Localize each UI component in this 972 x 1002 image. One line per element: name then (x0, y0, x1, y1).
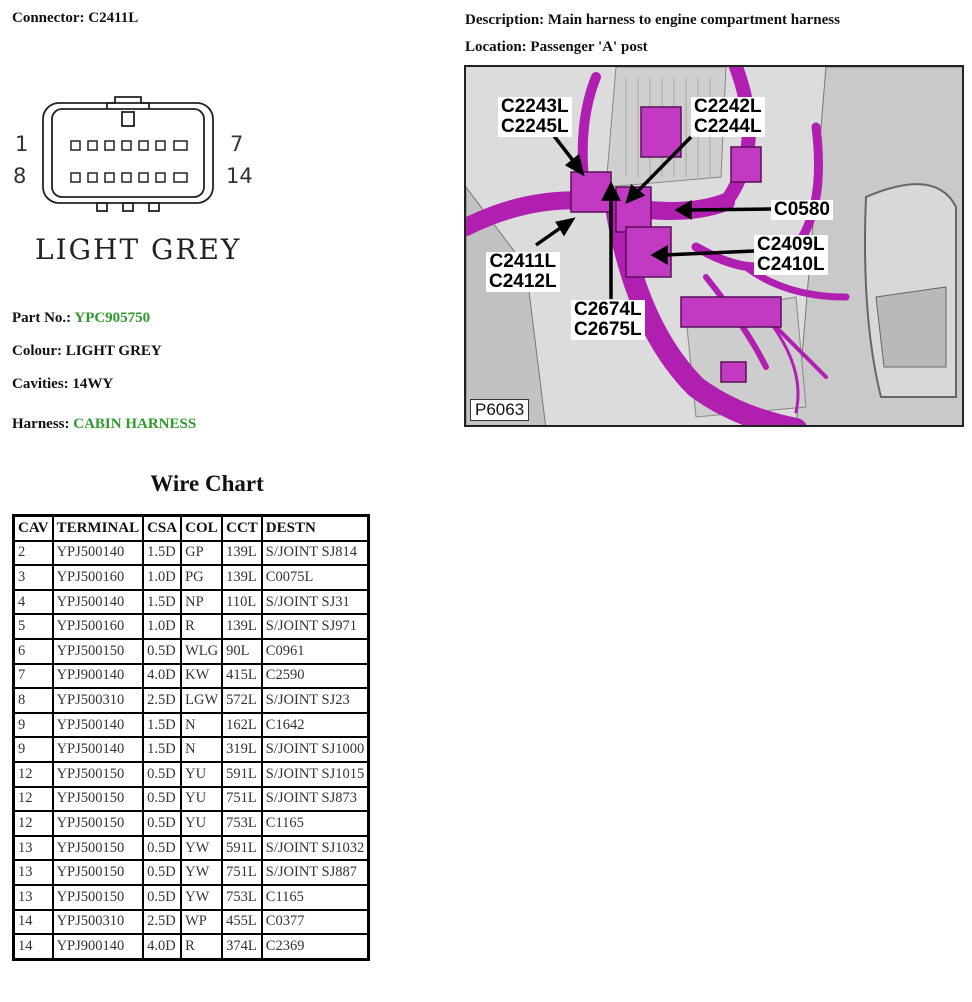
cell-cav: 13 (14, 836, 53, 861)
table-row (14, 836, 369, 861)
cell-col: WP (181, 910, 222, 935)
table-row (14, 934, 369, 959)
cell-cct: 751L (222, 860, 262, 885)
cell-terminal: YPJ500140 (53, 590, 144, 615)
column-header-cav: CAV (14, 516, 53, 541)
cell-csa: 2.5D (143, 688, 181, 713)
cell-col: R (181, 614, 222, 639)
cell-csa: 2.5D (143, 910, 181, 935)
cell-destn: C1165 (262, 885, 369, 910)
pin-label-14: 14 (226, 164, 253, 188)
cell-destn: S/JOINT SJ1032 (262, 836, 369, 861)
table-row (14, 860, 369, 885)
cell-cav: 12 (14, 811, 53, 836)
cell-cav: 6 (14, 639, 53, 664)
callout-c2411l-c2412l: C2411L C2412L (486, 252, 560, 292)
cell-cav: 2 (14, 541, 53, 566)
cell-csa: 1.5D (143, 713, 181, 738)
cell-destn: C0075L (262, 565, 369, 590)
cavities-value: 14WY (72, 376, 114, 392)
cell-csa: 1.5D (143, 590, 181, 615)
location-value: Passenger 'A' post (530, 39, 648, 55)
cell-cct: 110L (222, 590, 262, 615)
column-header-cct: CCT (222, 516, 262, 541)
table-row (14, 787, 369, 812)
callout-c2674l-c2675l: C2674L C2675L (571, 300, 645, 340)
table-row (14, 664, 369, 689)
cell-cct: 753L (222, 811, 262, 836)
cell-cav: 14 (14, 934, 53, 959)
cell-csa: 1.5D (143, 541, 181, 566)
pin-label-1: 1 (15, 132, 29, 156)
part-number-link[interactable]: YPC905750 (74, 310, 151, 326)
location-field (465, 39, 648, 56)
cell-cav: 13 (14, 885, 53, 910)
cell-cct: 139L (222, 541, 262, 566)
cell-cav: 13 (14, 860, 53, 885)
table-row (14, 811, 369, 836)
wire-chart-title: Wire Chart (150, 471, 264, 496)
connector-colour-name: LIGHT GREY (35, 233, 242, 266)
cell-destn: S/JOINT SJ873 (262, 787, 369, 812)
cell-csa: 0.5D (143, 811, 181, 836)
table-row (14, 885, 369, 910)
cell-csa: 0.5D (143, 860, 181, 885)
cell-col: PG (181, 565, 222, 590)
cell-col: YW (181, 836, 222, 861)
cell-terminal: YPJ500310 (53, 910, 144, 935)
cell-cav: 12 (14, 762, 53, 787)
cell-destn: C0377 (262, 910, 369, 935)
cell-cct: 751L (222, 787, 262, 812)
cell-csa: 1.0D (143, 614, 181, 639)
cell-col: GP (181, 541, 222, 566)
cell-destn: S/JOINT SJ1000 (262, 737, 369, 762)
harness-field (12, 416, 196, 433)
wire-chart-body (14, 541, 369, 960)
cell-terminal: YPJ500150 (53, 885, 144, 910)
description-field (465, 12, 840, 29)
cell-destn: C1642 (262, 713, 369, 738)
cell-csa: 0.5D (143, 762, 181, 787)
connector-face-diagram (35, 95, 225, 220)
cell-cav: 3 (14, 565, 53, 590)
connector-value: C2411L (88, 10, 139, 26)
part-number-field (12, 310, 150, 327)
cell-cct: 90L (222, 639, 262, 664)
table-row (14, 639, 369, 664)
cell-destn: S/JOINT SJ23 (262, 688, 369, 713)
location-label: Location: (465, 39, 527, 55)
cell-csa: 0.5D (143, 885, 181, 910)
connector-field (12, 10, 138, 27)
cell-terminal: YPJ500150 (53, 811, 144, 836)
cell-csa: 1.0D (143, 565, 181, 590)
cell-cav: 5 (14, 614, 53, 639)
table-row (14, 713, 369, 738)
cell-terminal: YPJ500150 (53, 639, 144, 664)
callout-c0580: C0580 (771, 200, 833, 220)
cell-cct: 319L (222, 737, 262, 762)
table-row (14, 590, 369, 615)
cell-cct: 139L (222, 614, 262, 639)
table-row (14, 688, 369, 713)
cell-terminal: YPJ500140 (53, 713, 144, 738)
cavities-field (12, 376, 113, 393)
cell-cav: 7 (14, 664, 53, 689)
cell-destn: S/JOINT SJ31 (262, 590, 369, 615)
cell-cav: 9 (14, 737, 53, 762)
cell-destn: S/JOINT SJ814 (262, 541, 369, 566)
cell-col: YU (181, 762, 222, 787)
callout-c2409l-c2410l: C2409L C2410L (754, 235, 828, 275)
cell-cav: 12 (14, 787, 53, 812)
table-row (14, 762, 369, 787)
part-number-label: Part No.: (12, 310, 72, 326)
pin-label-7: 7 (230, 132, 244, 156)
column-header-terminal: TERMINAL (53, 516, 144, 541)
wire-chart-header-row (14, 516, 369, 541)
description-value: Main harness to engine compartment harness (547, 12, 840, 28)
cell-terminal: YPJ500160 (53, 565, 144, 590)
harness-label: Harness: (12, 416, 70, 432)
cell-terminal: YPJ500150 (53, 787, 144, 812)
table-row (14, 737, 369, 762)
column-header-destn: DESTN (262, 516, 369, 541)
cell-cct: 572L (222, 688, 262, 713)
cell-destn: S/JOINT SJ971 (262, 614, 369, 639)
table-row (14, 910, 369, 935)
cell-col: N (181, 737, 222, 762)
wire-chart-table (12, 514, 370, 961)
cell-terminal: YPJ500310 (53, 688, 144, 713)
table-row (14, 541, 369, 566)
callout-c2243l-c2245l: C2243L C2245L (498, 97, 572, 137)
harness-link[interactable]: CABIN HARNESS (73, 416, 197, 432)
location-photo (464, 65, 964, 427)
cell-col: WLG (181, 639, 222, 664)
cell-col: YW (181, 860, 222, 885)
colour-value: LIGHT GREY (65, 343, 162, 359)
cell-terminal: YPJ500150 (53, 860, 144, 885)
table-row (14, 565, 369, 590)
table-row (14, 614, 369, 639)
cell-terminal: YPJ900140 (53, 664, 144, 689)
cell-col: YW (181, 885, 222, 910)
cell-destn: S/JOINT SJ1015 (262, 762, 369, 787)
cell-cav: 8 (14, 688, 53, 713)
pin-label-8: 8 (13, 164, 27, 188)
figure-id: P6063 (470, 399, 529, 421)
cell-cav: 14 (14, 910, 53, 935)
cell-cct: 415L (222, 664, 262, 689)
cell-terminal: YPJ500150 (53, 762, 144, 787)
cell-cct: 591L (222, 762, 262, 787)
cell-cct: 591L (222, 836, 262, 861)
colour-label: Colour: (12, 343, 62, 359)
cell-terminal: YPJ500140 (53, 737, 144, 762)
cell-destn: C1165 (262, 811, 369, 836)
cell-terminal: YPJ500140 (53, 541, 144, 566)
cell-destn: C2369 (262, 934, 369, 959)
cell-csa: 0.5D (143, 836, 181, 861)
cell-terminal: YPJ900140 (53, 934, 144, 959)
cell-cav: 4 (14, 590, 53, 615)
cell-cav: 9 (14, 713, 53, 738)
cell-destn: C0961 (262, 639, 369, 664)
cell-csa: 0.5D (143, 639, 181, 664)
cell-terminal: YPJ500150 (53, 836, 144, 861)
cell-col: N (181, 713, 222, 738)
cell-col: LGW (181, 688, 222, 713)
cell-cct: 139L (222, 565, 262, 590)
cell-col: KW (181, 664, 222, 689)
column-header-csa: CSA (143, 516, 181, 541)
connector-label: Connector: (12, 10, 85, 26)
callout-c2242l-c2244l: C2242L C2244L (691, 97, 765, 137)
cell-cct: 374L (222, 934, 262, 959)
colour-field (12, 343, 162, 360)
cell-col: NP (181, 590, 222, 615)
cell-csa: 4.0D (143, 664, 181, 689)
cavities-label: Cavities: (12, 376, 69, 392)
cell-col: R (181, 934, 222, 959)
cell-csa: 4.0D (143, 934, 181, 959)
cell-cct: 162L (222, 713, 262, 738)
cell-cct: 455L (222, 910, 262, 935)
cell-csa: 0.5D (143, 787, 181, 812)
cell-cct: 753L (222, 885, 262, 910)
cell-destn: C2590 (262, 664, 369, 689)
cell-col: YU (181, 787, 222, 812)
cell-destn: S/JOINT SJ887 (262, 860, 369, 885)
cell-terminal: YPJ500160 (53, 614, 144, 639)
cell-col: YU (181, 811, 222, 836)
column-header-col: COL (181, 516, 222, 541)
cell-csa: 1.5D (143, 737, 181, 762)
description-label: Description: (465, 12, 545, 28)
